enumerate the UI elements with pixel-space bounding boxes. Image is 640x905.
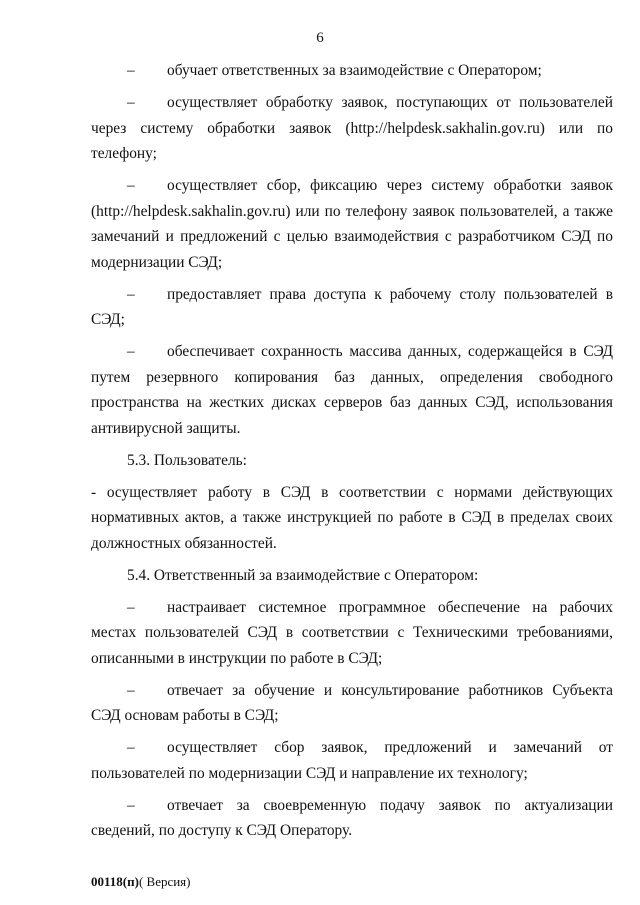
list-item-text: отвечает за обучение и консультирование работников Субъекта СЭД основам работы в СЭД; — [91, 681, 613, 724]
document-body — [91, 58, 613, 850]
list-item-text: осуществляет обработку заявок, поступающих от пользователей через систему обработки заявок (http://helpdesk.sakhalin.gov.ru) или по телефону; — [91, 94, 613, 162]
list-dash: – — [127, 739, 135, 756]
list-dash: – — [127, 94, 135, 111]
section-heading: 5.3. Пользователь: — [127, 451, 247, 469]
document-footer — [91, 874, 191, 890]
list-dash: – — [127, 598, 135, 616]
list-item-text: обеспечивает сохранность массива данных, содержащейся в СЭД путем резервного копирования баз данных, определения свободного пространства на жестких дисках серверов баз данных СЭД, использования антивирусной защиты. — [91, 343, 613, 437]
list-item — [91, 735, 613, 786]
document-code: 00118(п) — [91, 874, 139, 889]
list-item-text: осуществляет сбор, фиксацию через систему обработки заявок (http://helpdesk.sakhalin.gov.ru) или по телефону заявок пользователей, а также замечаний и предложений с целью взаимодействия с разработчиком СЭД по модернизации СЭД; — [91, 177, 613, 271]
list-dash: – — [127, 681, 135, 699]
list-item — [91, 173, 613, 275]
list-item — [91, 793, 613, 844]
document-version-label: ( Версия) — [138, 874, 191, 889]
list-item — [91, 58, 613, 84]
list-item — [91, 339, 613, 441]
section-heading: 5.4. Ответственный за взаимодействие с Оператором: — [127, 566, 479, 584]
list-item-text: обучает ответственных за взаимодействие с Оператором; — [167, 62, 542, 79]
page-number: 6 — [316, 30, 324, 46]
section-paragraph: - осуществляет работу в СЭД в соответствии с нормами действующих нормативных актов, а также инструкцией по работе в СЭД в пределах своих должностных обязанностей. — [91, 483, 613, 552]
list-item — [91, 282, 613, 333]
list-dash: – — [127, 796, 135, 814]
list-item-text: отвечает за своевременную подачу заявок по актуализации сведений, по доступу к СЭД Оператору. — [91, 796, 613, 839]
list-dash: – — [127, 62, 135, 79]
list-item-text: настраивает системное программное обеспечение на рабочих местах пользователей СЭД в соответствии с Техническими требованиями, описанными в инструкции по работе в СЭД; — [91, 598, 613, 667]
list-dash: – — [127, 343, 135, 360]
list-item-text: предоставляет права доступа к рабочему столу пользователей в СЭД; — [91, 285, 613, 328]
list-item-text: осуществляет сбор заявок, предложений и замечаний от пользователей по модернизации СЭД и направление их технологу; — [91, 739, 613, 782]
list-item — [91, 90, 613, 167]
list-item — [91, 678, 613, 729]
list-item — [91, 595, 613, 672]
list-dash: – — [127, 285, 135, 303]
list-dash: – — [127, 177, 135, 194]
